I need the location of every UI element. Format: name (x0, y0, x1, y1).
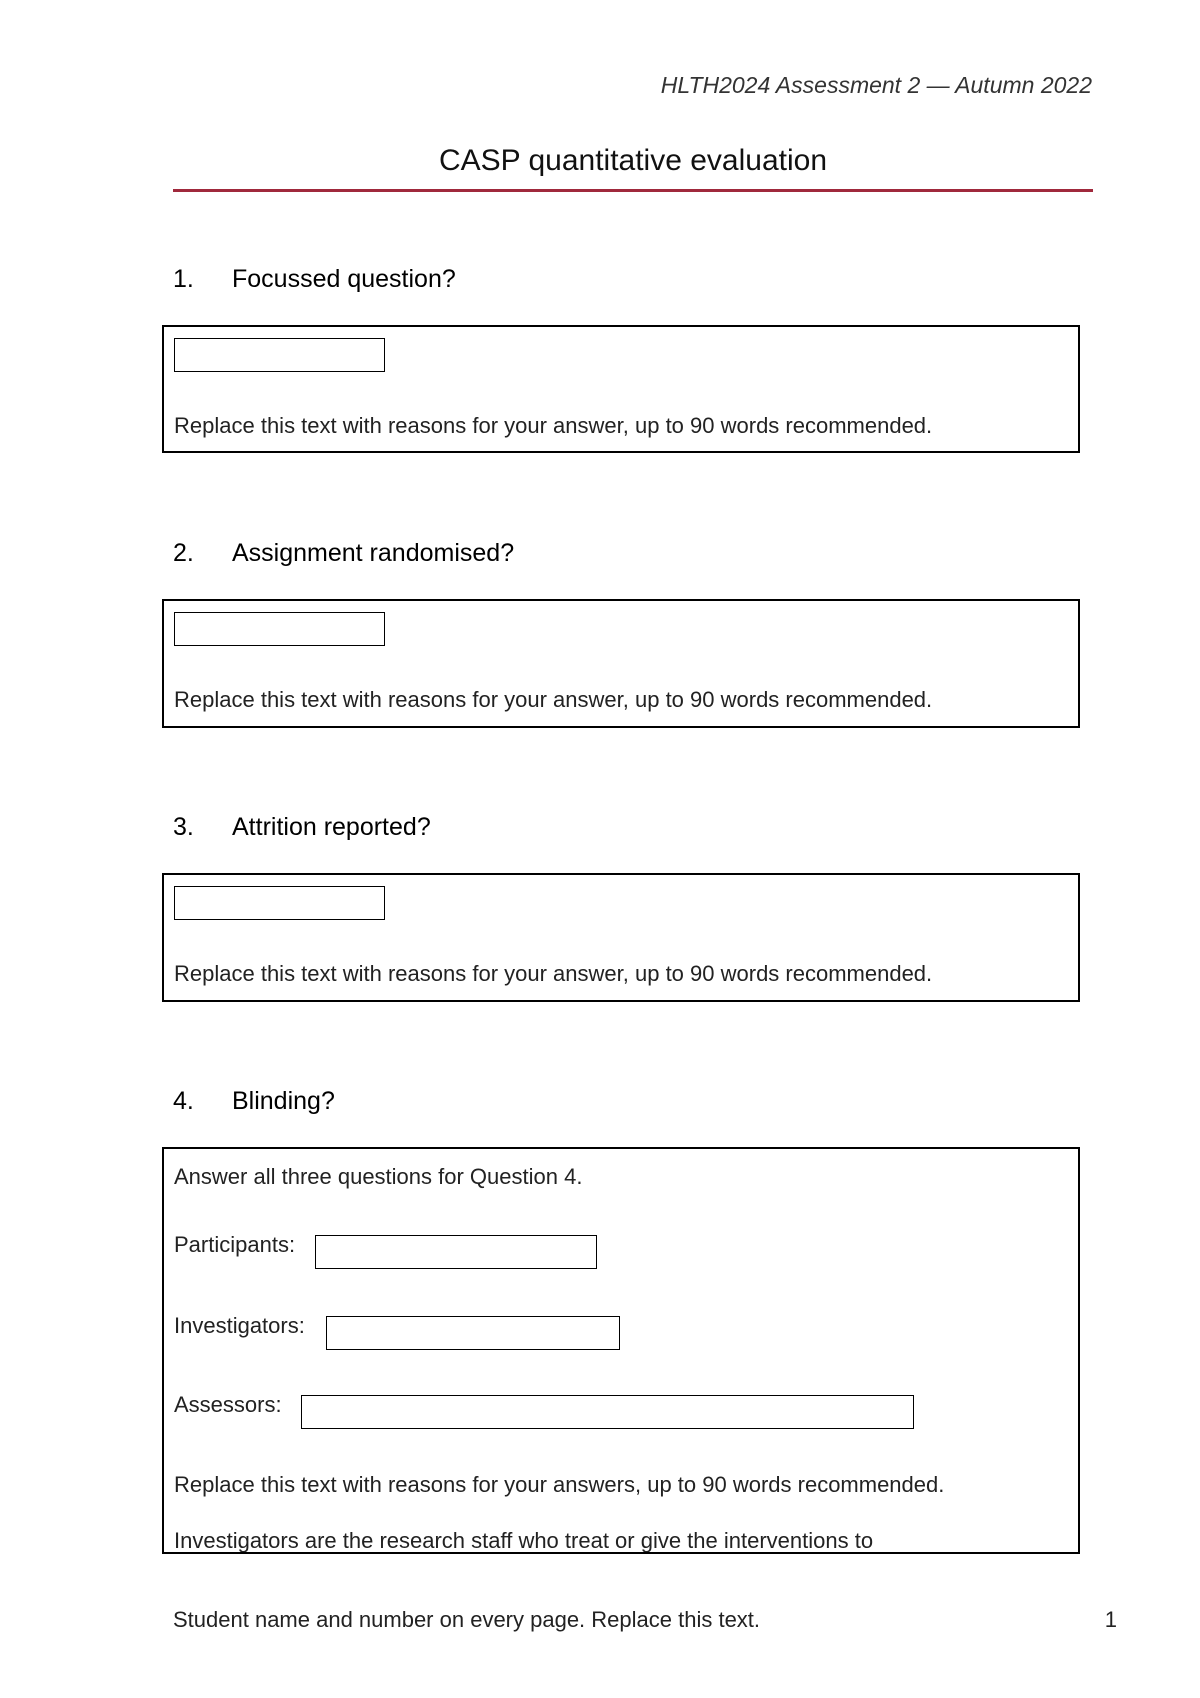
question-1-short-answer-field[interactable] (174, 338, 385, 372)
question-3-reason-text[interactable]: Replace this text with reasons for your answer, up to 90 words recommended. (174, 961, 933, 986)
title-divider (173, 189, 1093, 192)
page-title: CASP quantitative evaluation (438, 144, 828, 177)
course-header: HLTH2024 Assessment 2 — Autumn 2022 (660, 72, 1092, 98)
question-title: Blinding? (232, 1087, 335, 1115)
question-3-heading (173, 812, 431, 842)
question-1-heading (173, 264, 456, 294)
question-number: 4. (173, 1087, 194, 1115)
question-title: Attrition reported? (232, 813, 431, 841)
footer-student-note[interactable]: Student name and number on every page. Replace this text. (173, 1607, 761, 1632)
question-3-short-answer-field[interactable] (174, 886, 385, 920)
question-1-answer-box[interactable] (162, 325, 1080, 453)
investigators-field[interactable] (326, 1316, 620, 1350)
page-number: 1 (1104, 1607, 1117, 1632)
question-2-answer-box[interactable] (162, 599, 1080, 728)
question-4-instruction: Answer all three questions for Question 4. (174, 1164, 583, 1189)
question-2-short-answer-field[interactable] (174, 612, 385, 646)
question-title: Focussed question? (232, 265, 456, 293)
assessors-field[interactable] (301, 1395, 914, 1429)
participants-field[interactable] (315, 1235, 597, 1269)
question-1-reason-text[interactable]: Replace this text with reasons for your answer, up to 90 words recommended. (174, 413, 933, 438)
question-4-reason-text[interactable]: Replace this text with reasons for your answers, up to 90 words recommended. (174, 1472, 945, 1497)
assessors-label: Assessors: (174, 1392, 282, 1417)
investigators-label: Investigators: (174, 1313, 305, 1338)
question-2-reason-text[interactable]: Replace this text with reasons for your answer, up to 90 words recommended. (174, 687, 933, 712)
question-4-heading (173, 1086, 335, 1116)
question-2-heading (173, 538, 514, 568)
question-number: 1. (173, 265, 194, 293)
question-number: 2. (173, 539, 194, 567)
participants-label: Participants: (174, 1232, 296, 1257)
question-number: 3. (173, 813, 194, 841)
question-4-note: Investigators are the research staff who treat or give the interventions to (174, 1528, 874, 1553)
question-4-answer-box[interactable] (162, 1147, 1080, 1554)
question-3-answer-box[interactable] (162, 873, 1080, 1002)
question-title: Assignment randomised? (232, 539, 515, 567)
